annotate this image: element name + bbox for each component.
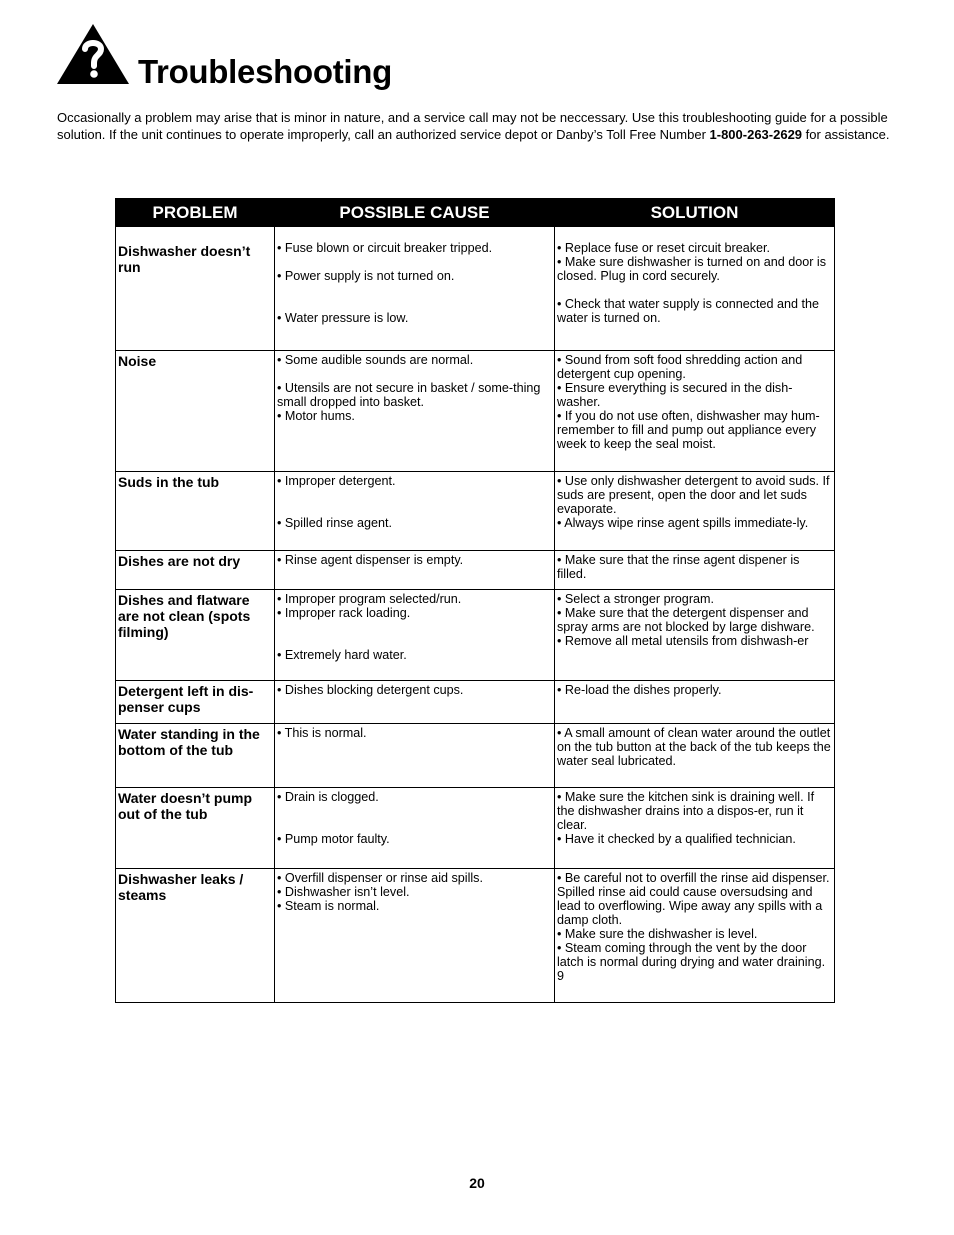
cause-item: • Pump motor faulty. xyxy=(277,832,390,846)
intro-text: Occasionally a problem may arise that is minor in nature, and a service call may not be neccessary. Use this troubleshooting guide for a possible solution. If the unit continues to operate improperly, call an authorized service depot or Danby’s Toll Free Number xyxy=(57,110,888,142)
table-row xyxy=(116,869,835,1003)
solution-cell xyxy=(555,724,835,788)
cause-item: • Fuse blown or circuit breaker tripped. xyxy=(277,241,493,255)
solution-item: • Be careful not to overfill the rinse aid dispenser. Spilled rinse aid could cause oversudsing and lead to overflowing. Wipe away any spills with a damp cloth. xyxy=(557,871,834,927)
intro-paragraph xyxy=(57,109,902,143)
cause-cell xyxy=(275,724,555,788)
table-header-row xyxy=(116,199,835,227)
cause-item: • Steam is normal. xyxy=(277,899,380,913)
solution-item: • Make sure the kitchen sink is draining well. If the dishwasher drains into a dispos-er, run it clear. xyxy=(557,790,818,832)
solution-cell xyxy=(555,551,835,590)
solution-item: • Make sure dishwasher is turned on and door is closed. Plug in cord securely. xyxy=(557,255,830,283)
header-problem: PROBLEM xyxy=(116,199,275,227)
cause-item: • Motor hums. xyxy=(277,409,355,423)
problem-cell: Dishwasher doesn’t run xyxy=(116,227,275,351)
problem-cell: Dishwasher leaks / steams xyxy=(116,869,275,1003)
cause-item: • Improper rack loading. xyxy=(277,606,411,620)
solution-cell xyxy=(555,869,835,1003)
solution-item: • Make sure the dishwasher is level. xyxy=(557,927,758,941)
cause-item: • Spilled rinse agent. xyxy=(277,516,393,530)
page-number: 20 xyxy=(469,1175,485,1191)
cause-item: • Some audible sounds are normal. xyxy=(277,353,474,367)
solution-item: • Have it checked by a qualified technician. xyxy=(557,832,796,846)
cause-cell xyxy=(275,869,555,1003)
question-warning-icon xyxy=(56,22,130,86)
table-row xyxy=(116,472,835,551)
intro-text-end: for assistance. xyxy=(802,127,890,142)
cause-cell xyxy=(275,472,555,551)
solution-cell xyxy=(555,227,835,351)
page-header xyxy=(56,22,656,92)
problem-cell: Water doesn’t pump out of the tub xyxy=(116,788,275,869)
table-row xyxy=(116,551,835,590)
table-row xyxy=(116,788,835,869)
cause-cell xyxy=(275,590,555,681)
cause-cell xyxy=(275,788,555,869)
solution-item: • Remove all metal utensils from dishwash-er xyxy=(557,634,809,648)
cause-item: • Power supply is not turned on. xyxy=(277,269,455,283)
cause-item: • Improper detergent. xyxy=(277,474,396,488)
solution-item: • Make sure that the detergent dispenser and spray arms are not blocked by large dishware. xyxy=(557,606,815,634)
solution-item: • Always wipe rinse agent spills immediate-ly. xyxy=(557,516,809,530)
table-row xyxy=(116,681,835,724)
solution-cell xyxy=(555,351,835,472)
solution-item: • Steam coming through the vent by the door latch is normal during drying and water draining. 9 xyxy=(557,941,829,983)
problem-cell: Water standing in the bottom of the tub xyxy=(116,724,275,788)
cause-item: • Extremely hard water. xyxy=(277,648,407,662)
solution-cell xyxy=(555,472,835,551)
cause-item: • Improper program selected/run. xyxy=(277,592,462,606)
solution-item: • Re-load the dishes properly. xyxy=(557,683,722,697)
cause-cell xyxy=(275,681,555,724)
problem-cell: Suds in the tub xyxy=(116,472,275,551)
cause-cell xyxy=(275,351,555,472)
page-title: Troubleshooting xyxy=(138,53,392,90)
table-row xyxy=(116,590,835,681)
problem-cell: Detergent left in dis-penser cups xyxy=(116,681,275,724)
solution-item: • Ensure everything is secured in the dish-washer. xyxy=(557,381,793,409)
cause-item: • Rinse agent dispenser is empty. xyxy=(277,553,464,567)
solution-cell xyxy=(555,788,835,869)
table-row xyxy=(116,351,835,472)
cause-cell xyxy=(275,227,555,351)
cause-item: • This is normal. xyxy=(277,726,367,740)
header-solution: SOLUTION xyxy=(555,199,835,227)
solution-item: • Check that water supply is connected and the water is turned on. xyxy=(557,297,823,325)
troubleshooting-table xyxy=(115,198,835,1003)
cause-item: • Overfill dispenser or rinse aid spills. xyxy=(277,871,483,885)
phone-number: 1-800-263-2629 xyxy=(709,127,803,142)
solution-item: • Select a stronger program. xyxy=(557,592,715,606)
solution-cell xyxy=(555,590,835,681)
cause-cell xyxy=(275,551,555,590)
cause-item: • Water pressure is low. xyxy=(277,311,409,325)
solution-item: • Replace fuse or reset circuit breaker. xyxy=(557,241,770,255)
table-row xyxy=(116,227,835,351)
cause-item: • Drain is clogged. xyxy=(277,790,379,804)
table-row xyxy=(116,724,835,788)
solution-item: • A small amount of clean water around the outlet on the tub button at the back of the tub keeps the water seal lubricated. xyxy=(557,726,835,768)
solution-item: • Sound from soft food shredding action and detergent cup opening. xyxy=(557,353,806,381)
header-possible-cause: POSSIBLE CAUSE xyxy=(275,199,555,227)
problem-cell: Dishes are not dry xyxy=(116,551,275,590)
solution-item: • Use only dishwasher detergent to avoid suds. If suds are present, open the door and let suds evaporate. xyxy=(557,474,834,516)
cause-item: • Dishwasher isn’t level. xyxy=(277,885,410,899)
problem-cell: Dishes and flatware are not clean (spots filming) xyxy=(116,590,275,681)
solution-item: • If you do not use often, dishwasher may hum- remember to fill and pump out appliance every week to keep the seal moist. xyxy=(557,409,824,451)
solution-item: • Make sure that the rinse agent dispener is filled. xyxy=(557,553,803,581)
cause-item: • Dishes blocking detergent cups. xyxy=(277,683,464,697)
solution-cell xyxy=(555,681,835,724)
problem-cell: Noise xyxy=(116,351,275,472)
cause-item: • Utensils are not secure in basket / some-thing small dropped into basket. xyxy=(277,381,544,409)
